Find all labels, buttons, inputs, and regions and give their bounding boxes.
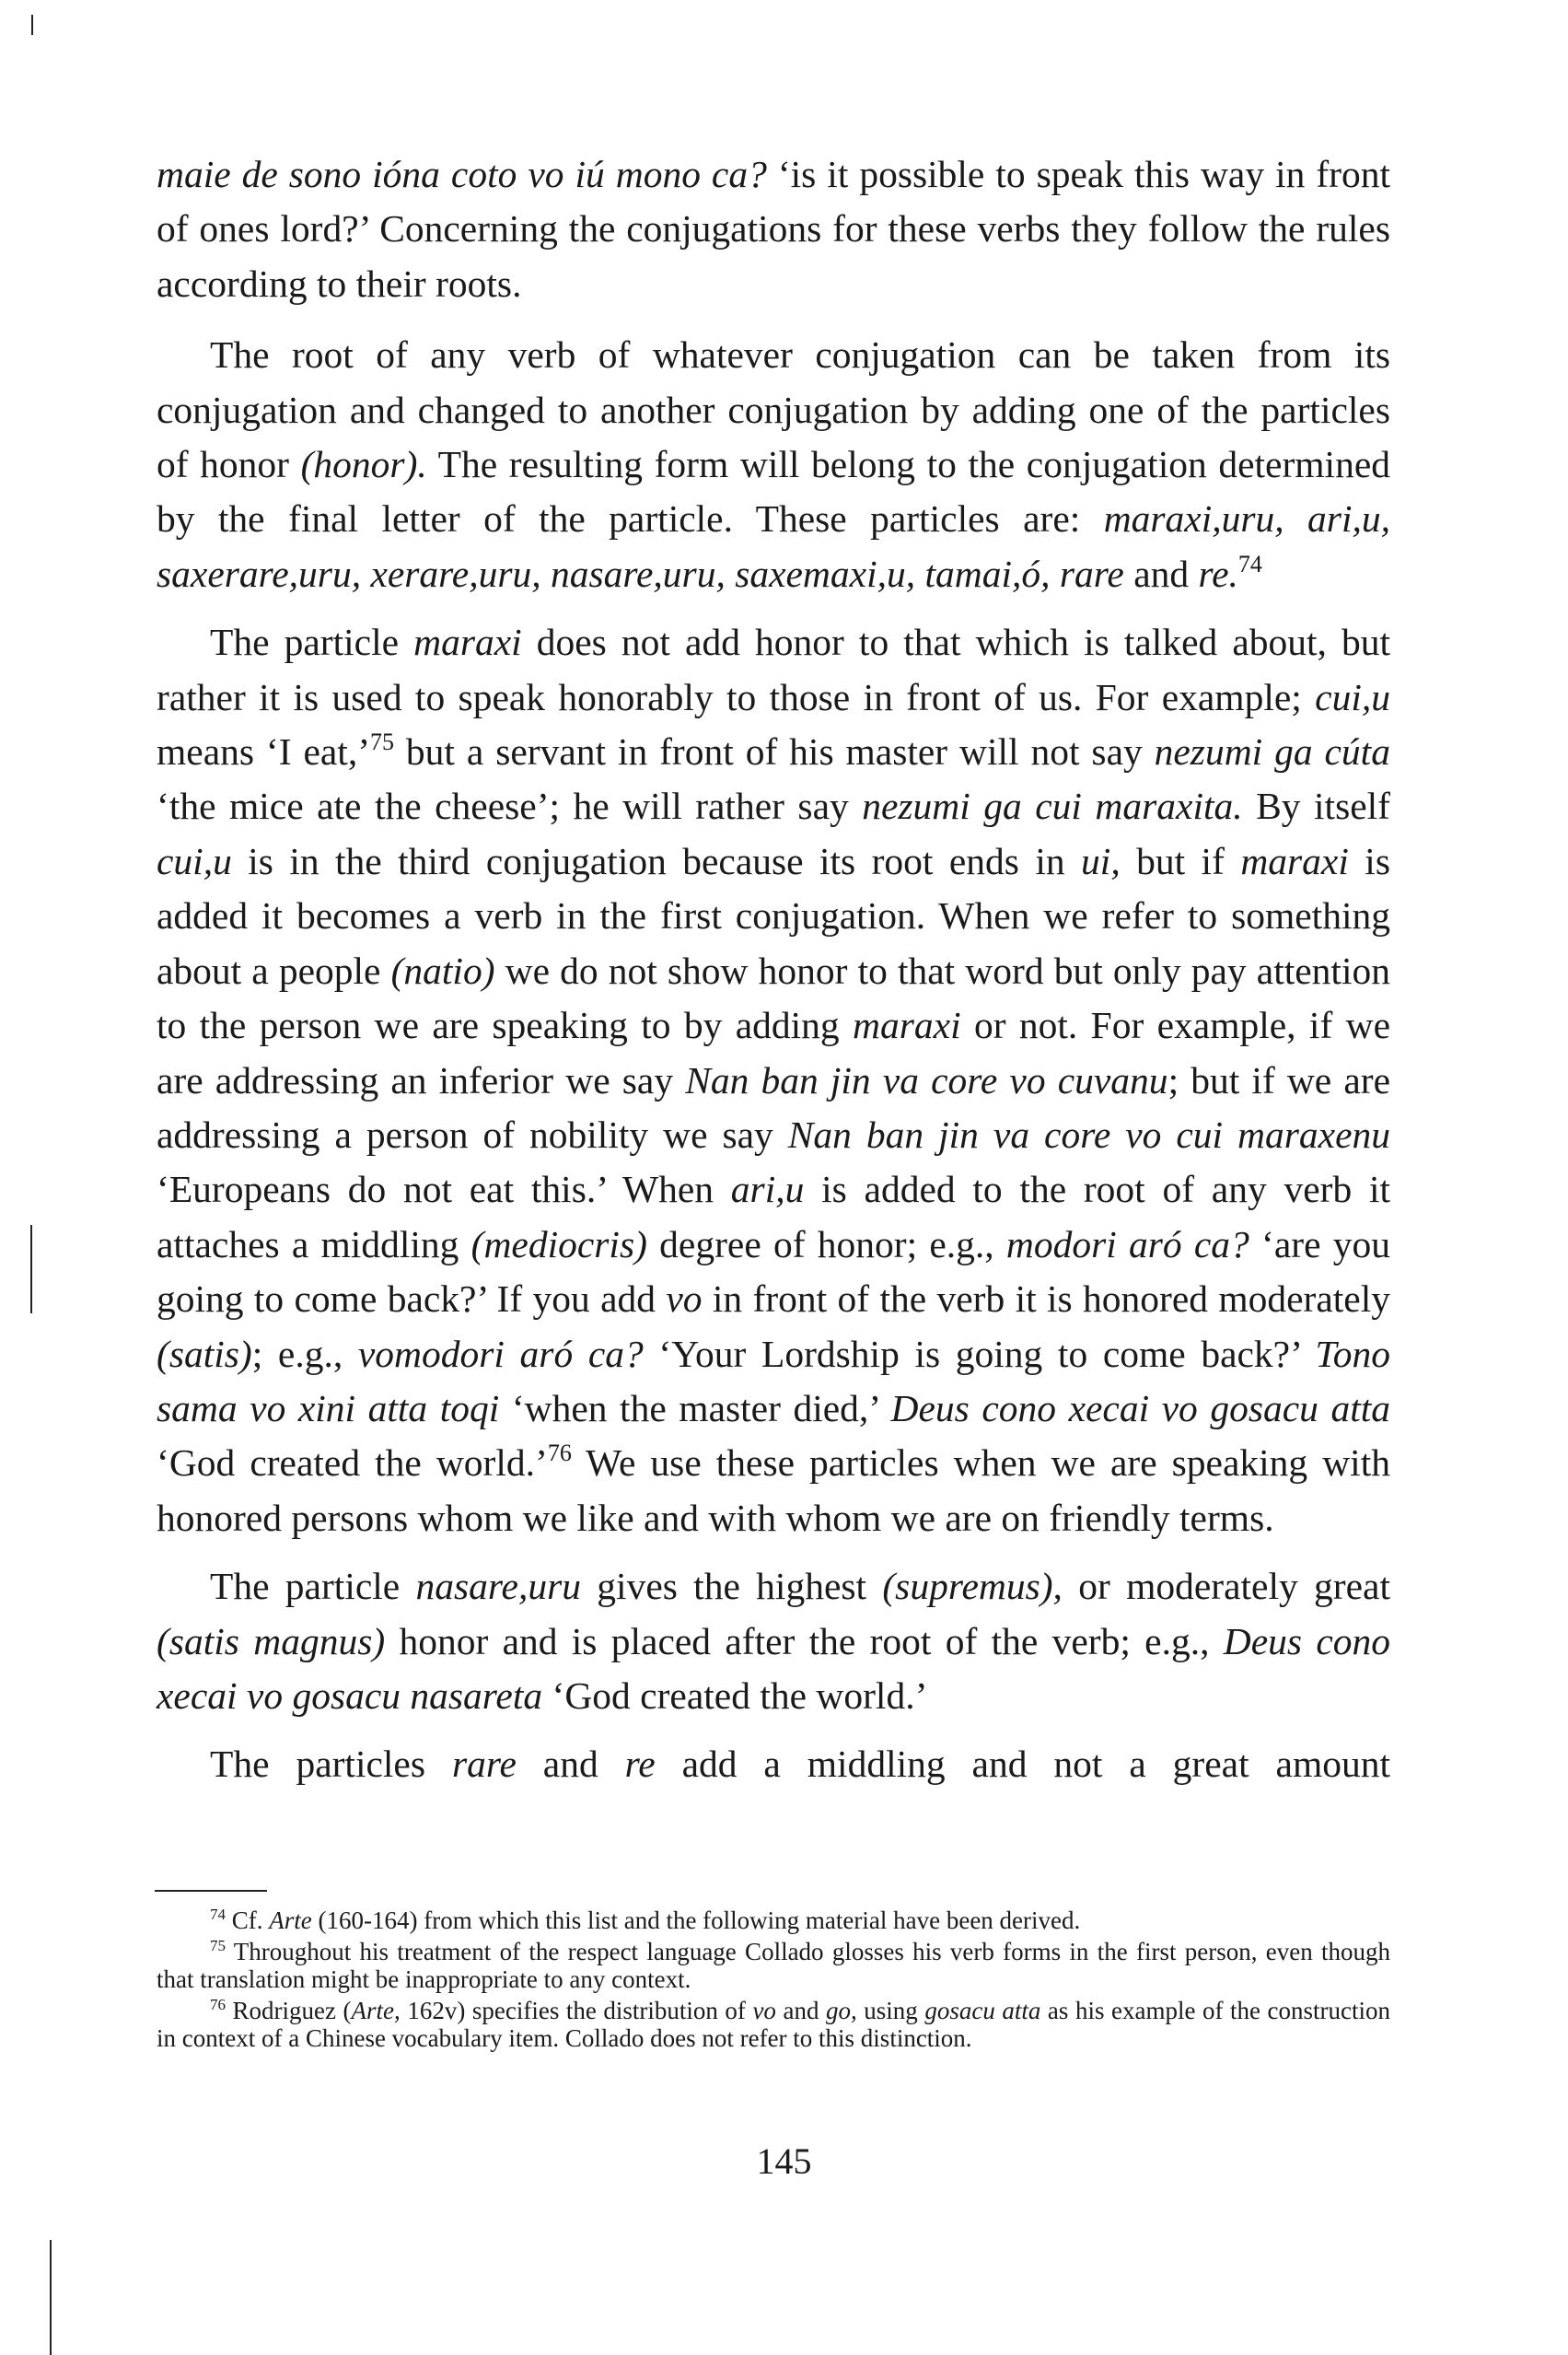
italic-text: nezumi ga cúta [1154,730,1390,774]
italic-text: nasare,uru [415,1565,581,1608]
text-run: ‘are you going to come back?’ If you add [157,1222,1390,1321]
italic-text: cui,u [1315,675,1390,718]
text-run: ; but if we are addressing a person of nobility we say [157,1058,1391,1156]
text-run: We use these particles when we are speaking with honored persons whom we like and with whom we are on friendly terms. [157,1441,1390,1539]
footnote [157,1997,1390,2052]
footnote-ref: 74 [210,1906,226,1923]
italic-text: Arte [269,1906,312,1934]
italic-text: Nan ban jin va core vo cuvanu [685,1058,1168,1102]
italic-text: maraxi [1240,839,1349,882]
text-run: Rodriguez ( [226,1997,352,2024]
italic-text: re [624,1743,656,1786]
paragraph [157,328,1390,601]
footnote-ref: 76 [210,1996,226,2013]
text-run: ‘Europeans do not eat this.’ When [157,1168,731,1211]
italic-text: maraxi,uru, ari,u, saxerare,uru, xerare,uru, nasare,uru, saxemaxi,u, tamai,ó, rare [157,497,1390,595]
text-run: ; e.g., [251,1332,358,1375]
text-run: ‘the mice ate the cheese’; he will rather say [157,785,863,828]
italic-text: nezumi ga cui maraxita. [862,785,1243,828]
paragraph [157,1737,1390,1791]
italic-text: (supremus), [882,1565,1063,1608]
text-run: but if [1120,839,1241,882]
footnote-rule [155,1890,267,1892]
footnotes [157,1906,1390,2056]
text-run: The root of any verb of whatever conjugation can be taken from its conjugation and changed to another conjugation by adding one of the particles of honor [157,333,1390,486]
scan-margin-mark-middle [30,1225,32,1313]
text-run: in front of the verb it is honored moderately [702,1277,1390,1321]
text-run: as his example of the construction in context of a Chinese vocabulary item. Collado does not refer to this distinction. [157,1997,1390,2052]
footnote [157,1938,1390,1993]
italic-text: Deus cono xecai vo gosacu atta [890,1386,1391,1429]
text-run: is added it becomes a verb in the first conjugation. When we refer to something about a people [157,839,1390,992]
text-run: Cf. [226,1906,270,1934]
italic-text: go, [826,1997,857,2024]
text-run: ‘is it possible to speak this way in front of ones lord?’ Concerning the conjugations for these verbs they follow the rules according to their roots. [157,153,1390,305]
italic-text: ui, [1081,839,1121,882]
footnote-ref: 75 [210,1937,226,1954]
italic-text: maie de sono ióna coto vo iú mono ca? [157,153,767,195]
text-run: but a servant in front of his master will not say [394,730,1155,774]
text-run: The particle [210,1565,416,1608]
text-run: 162v) specifies the distribution of [400,1997,753,2024]
italic-text: re. [1198,552,1238,595]
paragraph [157,615,1390,1545]
italic-text: vomodori aró ca? [357,1332,644,1375]
italic-text: Deus cono xecai vo gosacu nasareta [157,1619,1390,1717]
text-run: ‘when the master died,’ [499,1386,891,1429]
italic-text: vo [666,1277,703,1321]
text-run: is in the third conjugation because its root ends in [231,839,1082,882]
text-run: degree of honor; e.g., [646,1222,1006,1265]
scan-margin-mark-top [31,15,33,35]
text-run: add a middling and not a great amount [655,1743,1391,1786]
footnote-ref: 74 [1237,550,1262,577]
italic-text: (mediocris) [470,1222,647,1265]
italic-text: ari,u [730,1168,805,1211]
text-run: The particles [210,1743,452,1786]
italic-text: (satis magnus) [157,1619,386,1662]
italic-text: rare [451,1743,517,1786]
paragraph [157,147,1390,311]
footnote [157,1906,1390,1934]
italic-text: vo [752,1997,776,2024]
text-run: (160-164) from which this list and the following material have been derived. [311,1906,1081,1934]
italic-text: Tono sama vo xini atta toqi [157,1332,1390,1429]
italic-text: (natio) [390,949,495,992]
italic-text: gosacu atta [924,1997,1041,2024]
text-run: gives the highest [581,1565,883,1608]
italic-text: (satis) [157,1332,252,1375]
text-run: means ‘I eat,’ [157,730,371,774]
text-run: and [775,1997,826,2024]
text-run: honor and is placed after the root of the verb; e.g., [385,1619,1224,1662]
text-run: and [516,1743,625,1786]
italic-text: modori aró ca? [1005,1222,1249,1265]
footnote-ref: 76 [547,1440,572,1467]
text-run: The resulting form will belong to the conjugation determined by the final letter of the particle. These particles are: [157,443,1390,541]
italic-text: cui,u [157,839,232,882]
page-number: 145 [756,2140,812,2182]
italic-text: (honor). [300,443,427,486]
text-run: or moderately great [1062,1565,1390,1608]
text-run: The particle [210,621,414,664]
text-run: we do not show honor to that word but only pay attention to the person we are speaking to by adding [157,949,1390,1047]
italic-text: maraxi [853,1004,961,1047]
text-run: ‘Your Lordship is going to come back?’ [643,1332,1316,1375]
body-text [157,147,1390,1806]
italic-text: maraxi [413,621,522,664]
italic-text: Nan ban jin va core vo cui maraxenu [787,1113,1390,1156]
scan-margin-mark-bottom [50,2240,52,2355]
paragraph [157,1559,1390,1723]
text-run: ‘God created the world.’ [542,1673,928,1717]
footnote-ref: 75 [370,729,395,756]
text-run: is added to the root of any verb it attaches a middling [157,1168,1390,1265]
text-run: or not. For example, if we are addressing an inferior we say [157,1004,1390,1102]
text-run: Throughout his treatment of the respect language Collado glosses his verb forms in the first person, even though that translation might be inappropriate to any context. [157,1938,1390,1993]
italic-text: Arte, [351,1997,401,2024]
text-run: does not add honor to that which is talked about, but rather it is used to speak honorably to those in front of us. For example; [157,621,1390,718]
text-run: using [856,1997,925,2024]
text-run: By itself [1242,785,1390,828]
text-run: and [1123,552,1199,595]
text-run: ‘God created the world.’ [157,1441,548,1485]
